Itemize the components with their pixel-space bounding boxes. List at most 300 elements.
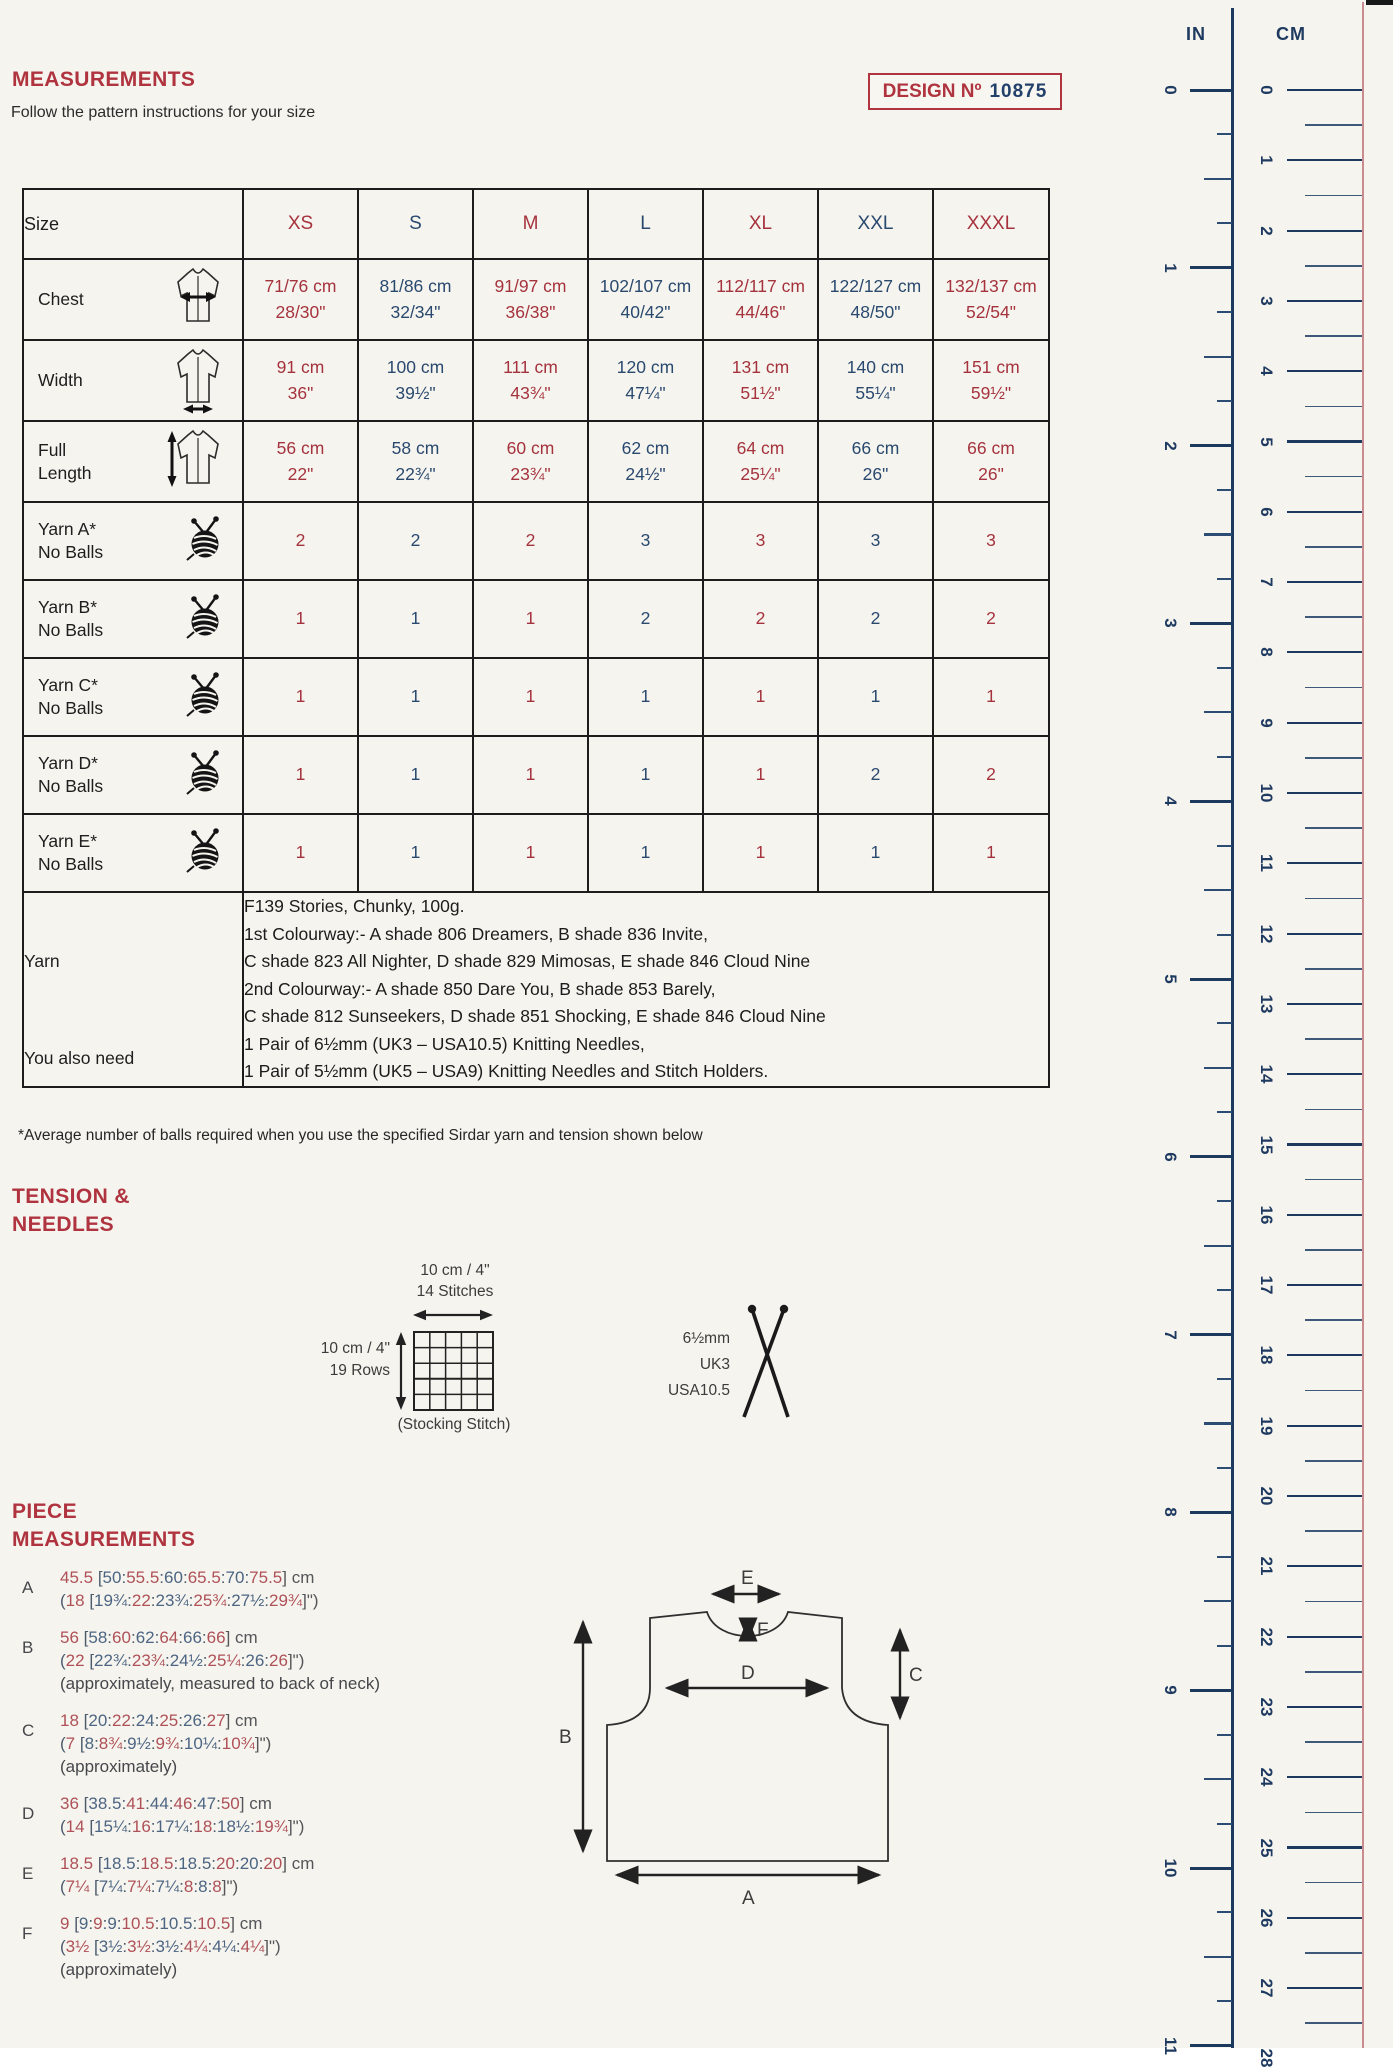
yarn-row (23, 658, 1049, 736)
row-label-cell (23, 259, 243, 340)
yarn-count-cell: 2 (933, 580, 1049, 658)
yarn-count-cell: 1 (473, 736, 588, 814)
ruler-number: 12 (1257, 924, 1276, 944)
cm-tick (1287, 89, 1362, 91)
dim-label-C: C (909, 1665, 923, 1686)
yarn-ball-icon (184, 827, 226, 880)
design-number: 10875 (989, 80, 1048, 102)
piece-letter: D (22, 1804, 35, 1823)
yarn-count-cell: 1 (243, 814, 358, 892)
yarn-count-cell: 1 (703, 658, 818, 736)
ruler-number: 10 (1257, 783, 1276, 803)
ruler-number: 27 (1257, 1978, 1276, 1998)
ruler-number: 4 (1257, 366, 1276, 376)
quarter-inch-tick (1217, 578, 1232, 580)
measurement-cell: 60 cm 23¾" (473, 421, 588, 502)
half-cm-tick (1305, 1179, 1362, 1181)
cm-tick (1287, 370, 1362, 372)
quarter-inch-tick (1217, 222, 1232, 224)
yarn-count-cell: 2 (243, 502, 358, 580)
measurement-cell: 64 cm 25¼" (703, 421, 818, 502)
ruler-number: 6 (1257, 507, 1276, 517)
measurement-cell: 100 cm 39½" (358, 340, 473, 421)
row-label-wrap (24, 260, 242, 339)
ruler-number: 11 (1257, 854, 1276, 873)
half-inch-tick (1204, 1067, 1232, 1069)
cm-tick (1287, 1425, 1362, 1427)
ruler-number: 20 (1257, 1486, 1276, 1506)
yarn-count-cell: 1 (243, 658, 358, 736)
half-cm-tick (1305, 195, 1362, 197)
yarn-label: Yarn D* No Balls (38, 753, 104, 796)
yarn-count-cell: 1 (588, 658, 703, 736)
measurement-cell: 131 cm 51½" (703, 340, 818, 421)
half-inch-tick (1204, 1600, 1232, 1602)
dim-label-E: E (741, 1568, 754, 1589)
info-content-cell: F139 Stories, Chunky, 100g. 1st Colourway:- A shade 806 Dreamers, B shade 836 Invite, C shade 823 All Nighter, D shade 829 Mimosas, E shade 846 Cloud Nine 2nd Colourway:- A shade 850 Dare You, B shade 853 Barely, C shade 812 Sunseekers, D shade 851 Shocking, E shade 846 Cloud Nine (243, 892, 1049, 1031)
size-column-header-xxl: XXL (818, 189, 933, 259)
piece-letter: C (22, 1721, 35, 1740)
ruler-number: 23 (1257, 1697, 1276, 1717)
info-content-cell: 1 Pair of 6½mm (UK3 – USA10.5) Knitting Needles, 1 Pair of 5½mm (UK5 – USA9) Knitting Needles and Stitch Holders. (243, 1031, 1049, 1087)
size-column-header-xl: XL (703, 189, 818, 259)
chest-garment-icon (166, 260, 226, 339)
measurement-cell: 112/117 cm 44/46" (703, 259, 818, 340)
half-cm-tick (1305, 1530, 1362, 1532)
size-column-header-m: M (473, 189, 588, 259)
quarter-inch-tick (1217, 2000, 1232, 2002)
ruler-number: 8 (1257, 647, 1276, 658)
yarn-count-cell: 2 (473, 502, 588, 580)
half-cm-tick (1305, 1038, 1362, 1040)
table-row (23, 259, 1049, 340)
quarter-inch-tick (1217, 133, 1232, 135)
needle-size-usa: USA10.5 (667, 1382, 730, 1399)
quarter-inch-tick (1217, 1467, 1232, 1469)
half-cm-tick (1305, 1249, 1362, 1251)
yarn-count-cell: 1 (473, 658, 588, 736)
quarter-inch-tick (1217, 1556, 1232, 1558)
ruler-inches-header: IN (1186, 24, 1206, 44)
half-cm-tick (1305, 1460, 1362, 1462)
half-inch-tick (1204, 711, 1232, 713)
cm-tick (1287, 651, 1362, 653)
info-row (23, 1031, 1049, 1087)
yarn-label: Yarn C* No Balls (38, 675, 104, 718)
knitting-needles-icon (736, 1303, 800, 1423)
yarn-count-cell: 1 (473, 814, 588, 892)
piece-measurement-item-d (22, 1792, 542, 1838)
cm-tick (1287, 581, 1362, 583)
piece-letter: F (22, 1924, 33, 1943)
piece-values: 9 [9:9:9:10.5:10.5:10.5] cm (3½ [3½:3½:3½:4¼:4¼:4¼]") (approximately) (60, 1914, 281, 1979)
row-label-cell (23, 421, 243, 502)
row-label-wrap (24, 422, 242, 501)
quarter-inch-tick (1217, 845, 1232, 847)
yarn-ball-icon (184, 671, 226, 724)
yarn-count-cell: 3 (703, 502, 818, 580)
cm-tick (1287, 230, 1362, 232)
yarn-label-wrap (24, 593, 242, 646)
table-row (23, 340, 1049, 421)
inch-tick (1190, 1511, 1232, 1514)
yarn-ball-icon (184, 593, 226, 646)
cm-tick (1287, 440, 1362, 442)
measurement-cell: 66 cm 26" (933, 421, 1049, 502)
piece-values: 56 [58:60:62:64:66:66] cm (22 [22¾:23¾:24½:25¼:26:26]") (approximately, measured to back of neck) (60, 1628, 380, 1693)
yarn-count-cell: 1 (588, 736, 703, 814)
ruler-number: 10 (1161, 1858, 1180, 1878)
size-column-header-xs: XS (243, 189, 358, 259)
inch-tick (1190, 2044, 1232, 2047)
inch-tick (1190, 1867, 1232, 1870)
piece-measurement-item-a (22, 1566, 542, 1612)
cm-tick (1287, 1565, 1362, 1567)
ruler-number: 21 (1257, 1556, 1276, 1576)
quarter-inch-tick (1217, 1734, 1232, 1736)
yarn-footnote: *Average number of balls required when you use the specified Sirdar yarn and tension shown below (18, 1127, 703, 1144)
ruler-number: 0 (1161, 85, 1180, 95)
size-column-header-xxxl: XXXL (933, 189, 1049, 259)
quarter-inch-tick (1217, 1022, 1232, 1024)
inch-tick (1190, 1333, 1232, 1336)
half-cm-tick (1305, 757, 1362, 759)
cm-tick (1287, 792, 1362, 794)
row-label: Chest (38, 289, 84, 310)
measurement-cell: 66 cm 26" (818, 421, 933, 502)
half-inch-tick (1204, 1778, 1232, 1780)
piece-measurement-item-c (22, 1709, 542, 1778)
ruler-number: 24 (1257, 1767, 1276, 1787)
row-label-cell (23, 340, 243, 421)
yarn-count-cell: 1 (933, 658, 1049, 736)
design-number-box (868, 73, 1062, 110)
half-cm-tick (1305, 1952, 1362, 1954)
cm-tick (1287, 1214, 1362, 1216)
table-header-row (23, 189, 1049, 259)
yarn-row (23, 580, 1049, 658)
cm-tick (1287, 511, 1362, 513)
stitches-arrow-icon (412, 1308, 494, 1322)
cm-tick (1287, 1143, 1362, 1145)
piece-values: 18 [20:22:24:25:26:27] cm (7 [8:8¾:9½:9¾:10¼:10¾]") (approximately) (60, 1711, 272, 1776)
yarn-label-wrap (24, 749, 242, 802)
inch-tick (1190, 622, 1232, 625)
garment-schematic-diagram (545, 1538, 965, 1958)
half-cm-tick (1305, 616, 1362, 618)
cm-tick (1287, 722, 1362, 724)
half-cm-tick (1305, 2022, 1362, 2024)
yarn-count-cell: 3 (588, 502, 703, 580)
half-cm-tick (1305, 968, 1362, 970)
inch-tick (1190, 800, 1232, 803)
cm-tick (1287, 1495, 1362, 1497)
yarn-label-wrap (24, 827, 242, 880)
tension-heading-line2: NEEDLES (12, 1213, 114, 1236)
cm-tick (1287, 1917, 1362, 1919)
yarn-row (23, 502, 1049, 580)
piece-measurements-list (22, 1566, 542, 1995)
ruler-divider-line (1231, 8, 1234, 2048)
ruler-number: 6 (1161, 1152, 1180, 1162)
inch-tick (1190, 1689, 1232, 1692)
half-cm-tick (1305, 1741, 1362, 1743)
quarter-inch-tick (1217, 934, 1232, 936)
yarn-label-cell (23, 502, 243, 580)
measurement-cell: 56 cm 22" (243, 421, 358, 502)
piece-heading-line2: MEASUREMENTS (12, 1528, 196, 1551)
half-cm-tick (1305, 546, 1362, 548)
measurement-cell: 91/97 cm 36/38" (473, 259, 588, 340)
length-garment-icon (166, 422, 226, 501)
quarter-inch-tick (1217, 1911, 1232, 1913)
half-cm-tick (1305, 124, 1362, 126)
piece-values: 18.5 [18.5:18.5:18.5:20:20:20] cm (7¼ [7¼:7¼:7¼:8:8:8]") (60, 1854, 315, 1896)
ruler-number: 25 (1257, 1838, 1276, 1857)
row-label: Full Length (38, 439, 92, 483)
quarter-inch-tick (1217, 400, 1232, 402)
yarn-count-cell: 1 (358, 580, 473, 658)
piece-values: 45.5 [50:55.5:60:65.5:70:75.5] cm (18 [19¾:22:23¾:25¾:27½:29¾]") (60, 1568, 319, 1610)
yarn-label-cell (23, 580, 243, 658)
half-inch-tick (1204, 1245, 1232, 1247)
yarn-label-cell (23, 658, 243, 736)
stocking-stitch-caption: (Stocking Stitch) (397, 1416, 511, 1433)
half-inch-tick (1204, 1422, 1232, 1424)
piece-measurements-heading (12, 1498, 195, 1554)
dim-label-B: B (559, 1727, 572, 1748)
piece-letter: E (22, 1864, 34, 1883)
yarn-count-cell: 1 (358, 736, 473, 814)
ruler-number: 5 (1161, 974, 1180, 984)
half-cm-tick (1305, 406, 1362, 408)
cm-tick (1287, 1284, 1362, 1286)
rows-arrow-icon (394, 1331, 408, 1411)
yarn-ball-icon (184, 515, 226, 568)
piece-values: 36 [38.5:41:44:46:47:50] cm (14 [15¼:16:17¼:18:18½:19¾]") (60, 1794, 305, 1836)
half-cm-tick (1305, 1671, 1362, 1673)
yarn-count-cell: 2 (818, 736, 933, 814)
quarter-inch-tick (1217, 489, 1232, 491)
cm-tick (1287, 1987, 1362, 1989)
quarter-inch-tick (1217, 1111, 1232, 1113)
inch-tick (1190, 978, 1232, 981)
piece-letter: A (22, 1578, 34, 1597)
yarn-label: Yarn A* No Balls (38, 519, 104, 562)
ruler-number: 0 (1257, 85, 1276, 95)
size-column-header-s: S (358, 189, 473, 259)
needle-size-mm: 6½mm (682, 1330, 730, 1347)
half-inch-tick (1204, 178, 1232, 180)
half-cm-tick (1305, 1109, 1362, 1111)
row-label: Width (38, 370, 83, 391)
info-label-cell: You also need (23, 1031, 243, 1087)
size-measurements-table (22, 188, 1050, 1088)
half-cm-tick (1305, 335, 1362, 337)
cm-tick (1287, 1003, 1362, 1005)
cm-tick (1287, 159, 1362, 161)
ruler-cm-header: CM (1276, 24, 1306, 44)
inch-tick (1190, 89, 1232, 92)
yarn-count-cell: 1 (703, 814, 818, 892)
ruler-number: 1 (1161, 263, 1180, 273)
needle-size-uk: UK3 (699, 1356, 730, 1373)
piece-measurement-item-f (22, 1912, 542, 1981)
measurement-cell: 122/127 cm 48/50" (818, 259, 933, 340)
measurement-cell: 81/86 cm 32/34" (358, 259, 473, 340)
dim-label-A: A (742, 1888, 755, 1909)
half-cm-tick (1305, 827, 1362, 829)
info-label-cell: Yarn (23, 892, 243, 1031)
garment-outline (607, 1612, 888, 1861)
yarn-count-cell: 2 (818, 580, 933, 658)
cm-tick (1287, 1636, 1362, 1638)
measurement-cell: 71/76 cm 28/30" (243, 259, 358, 340)
cm-tick (1287, 933, 1362, 935)
quarter-inch-tick (1217, 1289, 1232, 1291)
half-cm-tick (1305, 687, 1362, 689)
tension-grid-icon (413, 1331, 494, 1411)
ruler-number: 5 (1257, 436, 1276, 447)
measurement-cell: 111 cm 43¾" (473, 340, 588, 421)
half-cm-tick (1305, 265, 1362, 267)
ruler-number: 17 (1257, 1275, 1276, 1295)
yarn-label-cell (23, 814, 243, 892)
half-cm-tick (1305, 1390, 1362, 1392)
quarter-inch-tick (1217, 1378, 1232, 1380)
ruler-number: 3 (1161, 618, 1180, 629)
info-row (23, 892, 1049, 1031)
yarn-count-cell: 1 (358, 658, 473, 736)
measurements-heading: MEASUREMENTS (12, 68, 196, 91)
yarn-count-cell: 1 (818, 658, 933, 736)
tension-rows-label1: 10 cm / 4" (320, 1340, 390, 1357)
ruler-number: 9 (1161, 1685, 1180, 1695)
piece-measurement-item-b (22, 1626, 542, 1695)
ruler-number: 18 (1257, 1345, 1276, 1365)
ruler-number: 8 (1161, 1507, 1180, 1518)
yarn-count-cell: 2 (588, 580, 703, 658)
ruler-number: 2 (1257, 225, 1276, 236)
quarter-inch-tick (1217, 1200, 1232, 1202)
piece-measurement-item-e (22, 1852, 542, 1898)
ruler-number: 13 (1257, 994, 1276, 1014)
ruler-number: 7 (1257, 577, 1276, 587)
cm-tick (1287, 1846, 1362, 1848)
tension-stitches-label1: 10 cm / 4" (420, 1262, 490, 1279)
row-label-wrap (24, 341, 242, 420)
yarn-label-cell (23, 736, 243, 814)
yarn-label-wrap (24, 671, 242, 724)
yarn-count-cell: 1 (703, 736, 818, 814)
yarn-count-cell: 1 (358, 814, 473, 892)
yarn-count-cell: 1 (473, 580, 588, 658)
yarn-count-cell: 1 (243, 736, 358, 814)
half-cm-tick (1305, 1601, 1362, 1603)
yarn-count-cell: 2 (358, 502, 473, 580)
half-inch-tick (1204, 889, 1232, 891)
quarter-inch-tick (1217, 1823, 1232, 1825)
ruler-number: 28 (1257, 2048, 1276, 2068)
yarn-label: Yarn E* No Balls (38, 831, 104, 874)
measurement-cell: 151 cm 59½" (933, 340, 1049, 421)
cm-tick (1287, 862, 1362, 864)
scan-edge-mark (1366, 0, 1393, 5)
yarn-count-cell: 1 (933, 814, 1049, 892)
measurement-cell: 62 cm 24½" (588, 421, 703, 502)
half-cm-tick (1305, 1882, 1362, 1884)
measurement-cell: 58 cm 22¾" (358, 421, 473, 502)
ruler-number: 2 (1161, 440, 1180, 451)
tension-rows-label2: 19 Rows (329, 1362, 390, 1379)
quarter-inch-tick (1217, 311, 1232, 313)
half-cm-tick (1305, 1319, 1362, 1321)
measurement-cell: 91 cm 36" (243, 340, 358, 421)
design-label: DESIGN Nº (882, 80, 982, 102)
quarter-inch-tick (1217, 667, 1232, 669)
yarn-count-cell: 3 (933, 502, 1049, 580)
yarn-label: Yarn B* No Balls (38, 597, 104, 640)
ruler-number: 22 (1257, 1627, 1276, 1647)
table-row (23, 421, 1049, 502)
yarn-count-cell: 1 (588, 814, 703, 892)
ruler-number: 9 (1257, 717, 1276, 728)
inch-tick (1190, 1155, 1232, 1158)
dim-label-D: D (741, 1663, 755, 1684)
ruler-edge-line (1362, 2, 1364, 2048)
quarter-inch-tick (1217, 1645, 1232, 1647)
size-header-cell: Size (23, 189, 243, 259)
half-inch-tick (1204, 533, 1232, 535)
half-cm-tick (1305, 1812, 1362, 1814)
ruler-number: 15 (1257, 1135, 1276, 1154)
yarn-label-wrap (24, 515, 242, 568)
cm-tick (1287, 300, 1362, 302)
half-cm-tick (1305, 476, 1362, 478)
ruler-number: 16 (1257, 1205, 1276, 1225)
ruler-number: 1 (1257, 155, 1276, 166)
inch-tick (1190, 266, 1232, 269)
tension-heading (12, 1183, 130, 1239)
cm-tick (1287, 1354, 1362, 1356)
yarn-ball-icon (184, 749, 226, 802)
yarn-count-cell: 1 (818, 814, 933, 892)
ruler-number: 3 (1257, 296, 1276, 306)
measurement-cell: 102/107 cm 40/42" (588, 259, 703, 340)
ruler-number: 11 (1161, 2036, 1180, 2055)
cm-tick (1287, 1776, 1362, 1778)
yarn-count-cell: 1 (243, 580, 358, 658)
yarn-count-cell: 3 (818, 502, 933, 580)
half-inch-tick (1204, 356, 1232, 358)
yarn-row (23, 814, 1049, 892)
ruler-number: 26 (1257, 1908, 1276, 1928)
half-cm-tick (1305, 898, 1362, 900)
piece-letter: B (22, 1638, 34, 1657)
half-inch-tick (1204, 1956, 1232, 1958)
yarn-count-cell: 2 (933, 736, 1049, 814)
yarn-count-cell: 2 (703, 580, 818, 658)
piece-heading-line1: PIECE (12, 1500, 78, 1523)
measurement-cell: 132/137 cm 52/54" (933, 259, 1049, 340)
dim-label-F: F (757, 1620, 769, 1641)
tension-stitches-label2: 14 Stitches (416, 1283, 494, 1300)
measurements-subtitle: Follow the pattern instructions for your size (11, 104, 316, 121)
quarter-inch-tick (1217, 756, 1232, 758)
ruler-number: 4 (1161, 796, 1180, 806)
yarn-row (23, 736, 1049, 814)
measurement-cell: 120 cm 47¼" (588, 340, 703, 421)
